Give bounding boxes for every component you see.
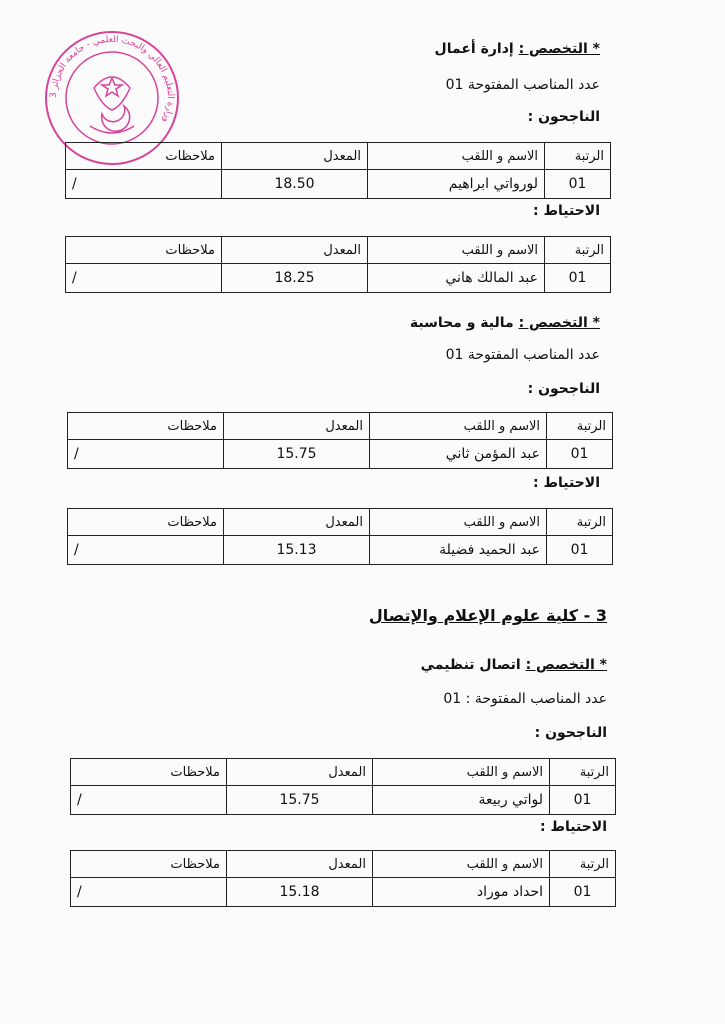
reserve-label: الاحتياط : xyxy=(532,203,600,219)
header-name: الاسم و اللقب xyxy=(370,413,547,440)
emblem-icon xyxy=(90,77,134,133)
header-average: المعدل xyxy=(222,237,368,264)
cell-name: عبد المؤمن ثاني xyxy=(370,440,547,469)
table-row xyxy=(68,536,613,565)
table-header-row xyxy=(71,851,616,878)
header-name: الاسم و اللقب xyxy=(368,237,545,264)
cell-rank: 01 xyxy=(547,536,613,565)
header-rank: الرتبة xyxy=(550,851,616,878)
specialty-heading: * التخصص : اتصال تنظيمي xyxy=(420,657,607,673)
successful-table xyxy=(65,142,611,199)
header-notes: ملاحظات xyxy=(66,237,222,264)
cell-average: 18.25 xyxy=(222,264,368,293)
successful-label: الناجحون : xyxy=(527,381,600,397)
table-row xyxy=(71,878,616,907)
header-name: الاسم و اللقب xyxy=(373,851,550,878)
open-positions: عدد المناصب المفتوحة 01 xyxy=(445,77,600,93)
cell-rank: 01 xyxy=(545,264,611,293)
successful-label: الناجحون : xyxy=(534,725,607,741)
table-header-row xyxy=(66,237,611,264)
cell-average: 15.75 xyxy=(227,786,373,815)
table-row xyxy=(66,264,611,293)
cell-average: 15.13 xyxy=(224,536,370,565)
header-name: الاسم و اللقب xyxy=(370,509,547,536)
cell-rank: 01 xyxy=(550,786,616,815)
cell-name: احداد موراد xyxy=(373,878,550,907)
faculty-title: 3 - كلية علوم الإعلام والإتصال xyxy=(368,606,607,625)
table-header-row xyxy=(71,759,616,786)
cell-notes: / xyxy=(66,170,222,199)
cell-name: عبد المالك هاني xyxy=(368,264,545,293)
table-row xyxy=(71,786,616,815)
cell-notes: / xyxy=(71,786,227,815)
header-name: الاسم و اللقب xyxy=(368,143,545,170)
reserve-label: الاحتياط : xyxy=(539,819,607,835)
cell-rank: 01 xyxy=(550,878,616,907)
table-header-row xyxy=(68,509,613,536)
open-positions: عدد المناصب المفتوحة : 01 xyxy=(443,691,607,707)
successful-table xyxy=(67,412,613,469)
reserve-table xyxy=(70,850,616,907)
successful-table xyxy=(70,758,616,815)
cell-name: عبد الحميد فضيلة xyxy=(370,536,547,565)
cell-rank: 01 xyxy=(545,170,611,199)
header-notes: ملاحظات xyxy=(68,509,224,536)
successful-label: الناجحون : xyxy=(527,109,600,125)
open-positions: عدد المناصب المفتوحة 01 xyxy=(445,347,600,363)
header-rank: الرتبة xyxy=(547,509,613,536)
header-notes: ملاحظات xyxy=(68,413,224,440)
table-header-row xyxy=(66,143,611,170)
cell-name: لواتي ربيعة xyxy=(373,786,550,815)
table-row xyxy=(66,170,611,199)
stamp-text: وزارة التعليم العالي والبحث العلمي - جامعة الجزائر 3 xyxy=(48,34,176,124)
header-rank: الرتبة xyxy=(547,413,613,440)
cell-notes: / xyxy=(71,878,227,907)
header-average: المعدل xyxy=(227,759,373,786)
cell-notes: / xyxy=(68,440,224,469)
cell-name: لورواتي ابراهيم xyxy=(368,170,545,199)
header-name: الاسم و اللقب xyxy=(373,759,550,786)
header-average: المعدل xyxy=(224,413,370,440)
specialty-heading: * التخصص : إدارة أعمال xyxy=(434,41,600,57)
header-rank: الرتبة xyxy=(545,143,611,170)
header-rank: الرتبة xyxy=(545,237,611,264)
reserve-table xyxy=(65,236,611,293)
cell-average: 15.18 xyxy=(227,878,373,907)
table-header-row xyxy=(68,413,613,440)
reserve-label: الاحتياط : xyxy=(532,475,600,491)
header-average: المعدل xyxy=(227,851,373,878)
header-notes: ملاحظات xyxy=(71,759,227,786)
cell-average: 15.75 xyxy=(224,440,370,469)
table-row xyxy=(68,440,613,469)
reserve-table xyxy=(67,508,613,565)
header-notes: ملاحظات xyxy=(66,143,222,170)
cell-notes: / xyxy=(66,264,222,293)
specialty-heading: * التخصص : مالية و محاسبة xyxy=(409,315,600,331)
header-notes: ملاحظات xyxy=(71,851,227,878)
cell-rank: 01 xyxy=(547,440,613,469)
header-average: المعدل xyxy=(222,143,368,170)
header-average: المعدل xyxy=(224,509,370,536)
header-rank: الرتبة xyxy=(550,759,616,786)
cell-average: 18.50 xyxy=(222,170,368,199)
cell-notes: / xyxy=(68,536,224,565)
